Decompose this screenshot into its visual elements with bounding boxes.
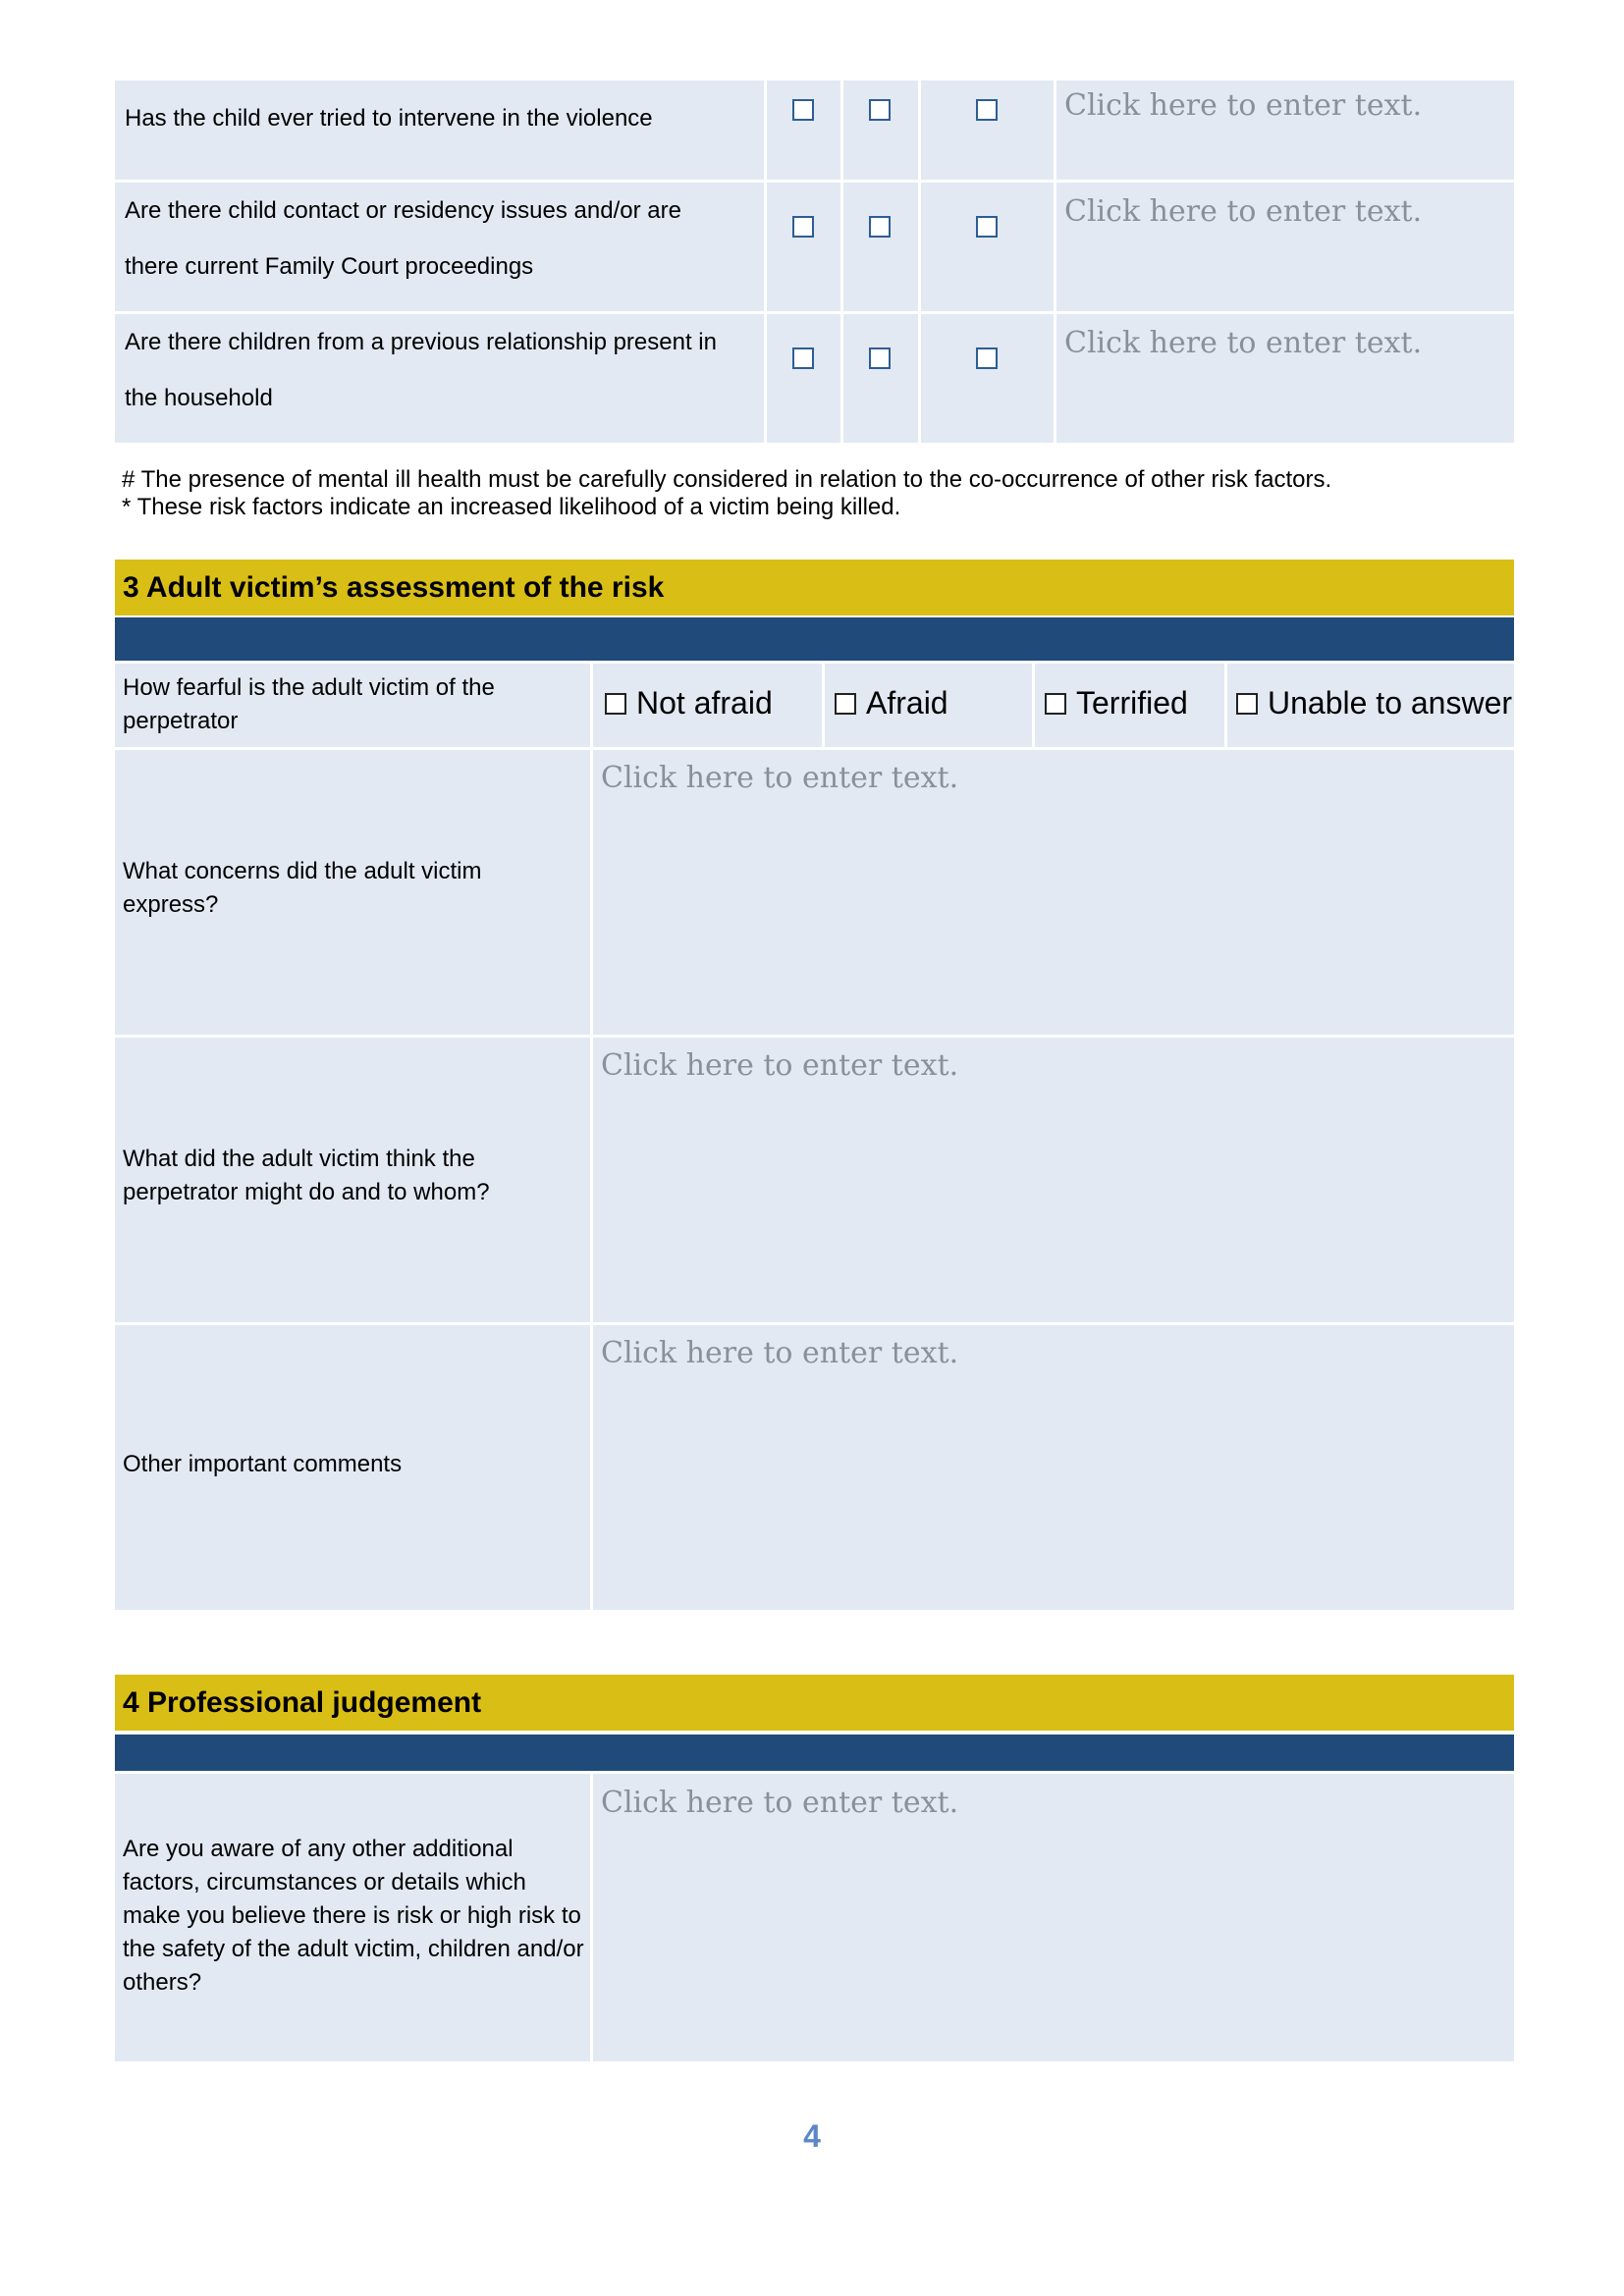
- checkbox-cell-no: [843, 80, 918, 180]
- section-4-heading: 4 Professional judgement: [115, 1675, 1514, 1731]
- question-text: What concerns did the adult victim express?: [123, 858, 482, 918]
- question-text-line: Are there children from a previous relationship present in: [125, 329, 717, 355]
- checkbox-yes[interactable]: [792, 216, 814, 238]
- section-4-divider-bar: [115, 1735, 1514, 1771]
- checkbox-cell-dont-know: [921, 80, 1054, 180]
- checkbox-icon[interactable]: [605, 693, 626, 715]
- checkbox-dont-know[interactable]: [976, 216, 998, 238]
- fear-question-cell: [115, 664, 590, 747]
- checkbox-cell-yes: [767, 80, 840, 180]
- section-3-heading: 3 Adult victim’s assessment of the risk: [115, 560, 1514, 615]
- fear-option-label: Unable to answer: [1268, 685, 1513, 721]
- checkbox-no[interactable]: [869, 347, 891, 369]
- question-text-line: there current Family Court proceedings: [125, 253, 534, 280]
- checkbox-dont-know[interactable]: [976, 347, 998, 369]
- concerns-text-field[interactable]: [593, 750, 1514, 1035]
- question-cell: [115, 750, 590, 1035]
- question-text: Has the child ever tried to intervene in the violence: [125, 105, 653, 132]
- checkbox-cell-no: [843, 314, 918, 443]
- comment-field[interactable]: [1056, 314, 1514, 443]
- risk-factors-note: * These risk factors indicate an increased likelihood of a victim being killed.: [122, 494, 901, 520]
- checkbox-icon[interactable]: [1045, 693, 1066, 715]
- question-text: What did the adult victim think the perpetrator might do and to whom?: [123, 1146, 490, 1205]
- checkbox-cell-no: [843, 183, 918, 311]
- fear-option-cell: [1035, 664, 1224, 747]
- checkbox-yes[interactable]: [792, 347, 814, 369]
- text-field-placeholder[interactable]: Click here to enter text.: [601, 761, 959, 795]
- checkbox-cell-yes: [767, 314, 840, 443]
- fear-question-text: How fearful is the adult victim of the perpetrator: [123, 674, 495, 734]
- question-text-line: Are there child contact or residency issues and/or are: [125, 197, 681, 224]
- question-text: Other important comments: [123, 1451, 403, 1477]
- question-cell: [115, 183, 764, 311]
- page-number: 4: [803, 2118, 821, 2154]
- mental-health-note: # The presence of mental ill health must be carefully considered in relation to the co-occurrence of other risk factors.: [122, 466, 1332, 493]
- question-cell: [115, 314, 764, 443]
- fear-option-label: Afraid: [866, 685, 948, 721]
- comment-placeholder[interactable]: Click here to enter text.: [1064, 194, 1423, 229]
- question-cell: [115, 1038, 590, 1322]
- question-cell: [115, 1325, 590, 1610]
- question-cell: [115, 1774, 590, 2061]
- question-text-line: the household: [125, 385, 273, 411]
- perpetrator-intent-text-field[interactable]: [593, 1038, 1514, 1322]
- fear-option-terrified[interactable]: [1045, 685, 1188, 721]
- text-field-placeholder[interactable]: Click here to enter text.: [601, 1048, 959, 1083]
- checkbox-cell-dont-know: [921, 314, 1054, 443]
- checkbox-icon[interactable]: [835, 693, 856, 715]
- checkbox-icon[interactable]: [1236, 693, 1258, 715]
- checkbox-yes[interactable]: [792, 99, 814, 121]
- text-field-placeholder[interactable]: Click here to enter text.: [601, 1336, 959, 1370]
- checkbox-dont-know[interactable]: [976, 99, 998, 121]
- other-comments-text-field[interactable]: [593, 1325, 1514, 1610]
- fear-option-afraid[interactable]: [835, 685, 948, 721]
- comment-placeholder[interactable]: Click here to enter text.: [1064, 326, 1423, 360]
- text-field-placeholder[interactable]: Click here to enter text.: [601, 1786, 959, 1820]
- comment-field[interactable]: [1056, 183, 1514, 311]
- fear-option-label: Not afraid: [636, 685, 773, 721]
- checkbox-cell-yes: [767, 183, 840, 311]
- fear-option-not-afraid[interactable]: [605, 685, 773, 721]
- checkbox-no[interactable]: [869, 216, 891, 238]
- question-text: Are you aware of any other additional factors, circumstances or details which make you believe there is risk or high risk to the safety of the adult victim, children and/or others?: [123, 1836, 584, 1996]
- section-3-divider-bar: [115, 617, 1514, 661]
- fear-option-cell: [1227, 664, 1514, 747]
- professional-judgement-text-field[interactable]: [593, 1774, 1514, 2061]
- checkbox-no[interactable]: [869, 99, 891, 121]
- comment-placeholder[interactable]: Click here to enter text.: [1064, 88, 1423, 123]
- question-cell: [115, 80, 764, 180]
- fear-option-cell: [825, 664, 1032, 747]
- comment-field[interactable]: [1056, 80, 1514, 180]
- checkbox-cell-dont-know: [921, 183, 1054, 311]
- fear-option-cell: [593, 664, 822, 747]
- fear-option-label: Terrified: [1076, 685, 1188, 721]
- fear-option-unable-to-answer[interactable]: [1236, 685, 1512, 721]
